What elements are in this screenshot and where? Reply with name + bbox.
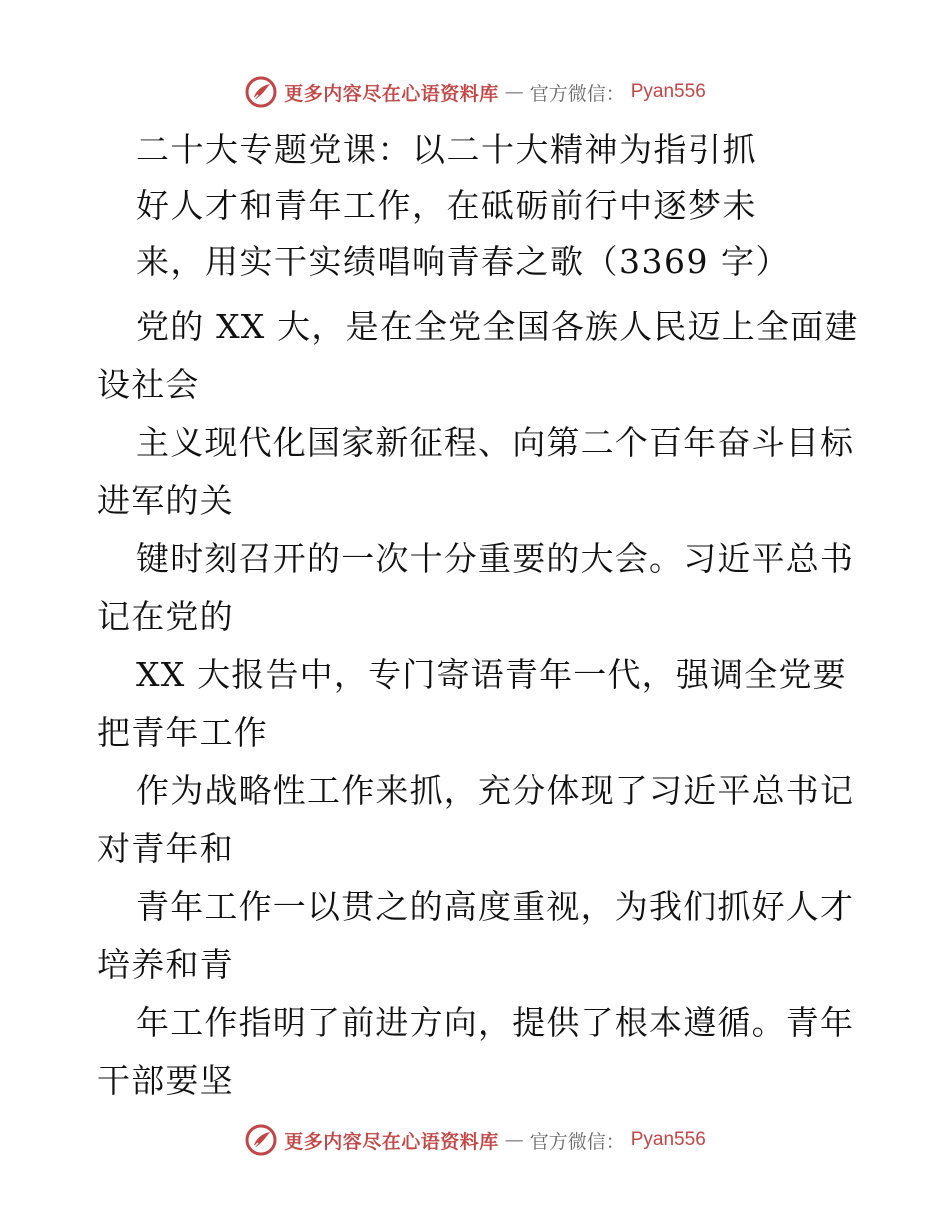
watermark-wechat-id: Pyan556 (630, 1129, 706, 1150)
paragraph (97, 530, 867, 646)
paragraph-line: 设社会 (97, 365, 200, 404)
title-line: 二十大专题党课：以二十大精神为指引抓 (136, 130, 757, 169)
watermark-dash: — (504, 81, 524, 103)
paragraph-line: XX 大报告中，专门寄语青年一代，强调全党要 (136, 655, 847, 694)
watermark-text: 更多内容尽在心语资料库 (284, 82, 499, 105)
paragraph-line: 对青年和 (97, 829, 234, 868)
brand-logo-icon (244, 75, 278, 109)
watermark-official-label: 官方微信： (529, 1130, 625, 1153)
paragraph-line: 作为战略性工作来抓，充分体现了习近平总书记 (136, 771, 855, 810)
title-line: 来，用实干实绩唱响青春之歌（3369 字） (136, 242, 790, 281)
watermark-dash: — (504, 1129, 524, 1151)
paragraph-line: 干部要坚 (97, 1061, 234, 1100)
brand-logo-icon (244, 1123, 278, 1157)
document-body (97, 298, 867, 1110)
paragraph (97, 762, 867, 878)
watermark-official-label: 官方微信： (529, 82, 625, 105)
document-title (136, 122, 856, 290)
footer-watermark (0, 1120, 950, 1160)
paragraph-line: 把青年工作 (97, 713, 268, 752)
paragraph (97, 414, 867, 530)
watermark-text: 更多内容尽在心语资料库 (284, 1130, 499, 1153)
paragraph-line: 键时刻召开的一次十分重要的大会。习近平总书 (136, 539, 855, 578)
watermark-wechat-id: Pyan556 (630, 81, 706, 102)
paragraph (97, 646, 867, 762)
paragraph-line: 党的 XX 大，是在全党全国各族人民迈上全面建 (136, 307, 859, 346)
paragraph-line: 青年工作一以贯之的高度重视，为我们抓好人才 (136, 887, 855, 926)
paragraph (97, 994, 867, 1110)
paragraph-line: 进军的关 (97, 481, 234, 520)
title-line: 好人才和青年工作，在砥砺前行中逐梦未 (136, 186, 757, 225)
paragraph-line: 培养和青 (97, 945, 234, 984)
paragraph-line: 主义现代化国家新征程、向第二个百年奋斗目标 (136, 423, 855, 462)
paragraph (97, 878, 867, 994)
paragraph-line: 年工作指明了前进方向，提供了根本遵循。青年 (136, 1003, 855, 1042)
paragraph-line: 记在党的 (97, 597, 234, 636)
header-watermark (0, 72, 950, 112)
paragraph (97, 298, 867, 414)
